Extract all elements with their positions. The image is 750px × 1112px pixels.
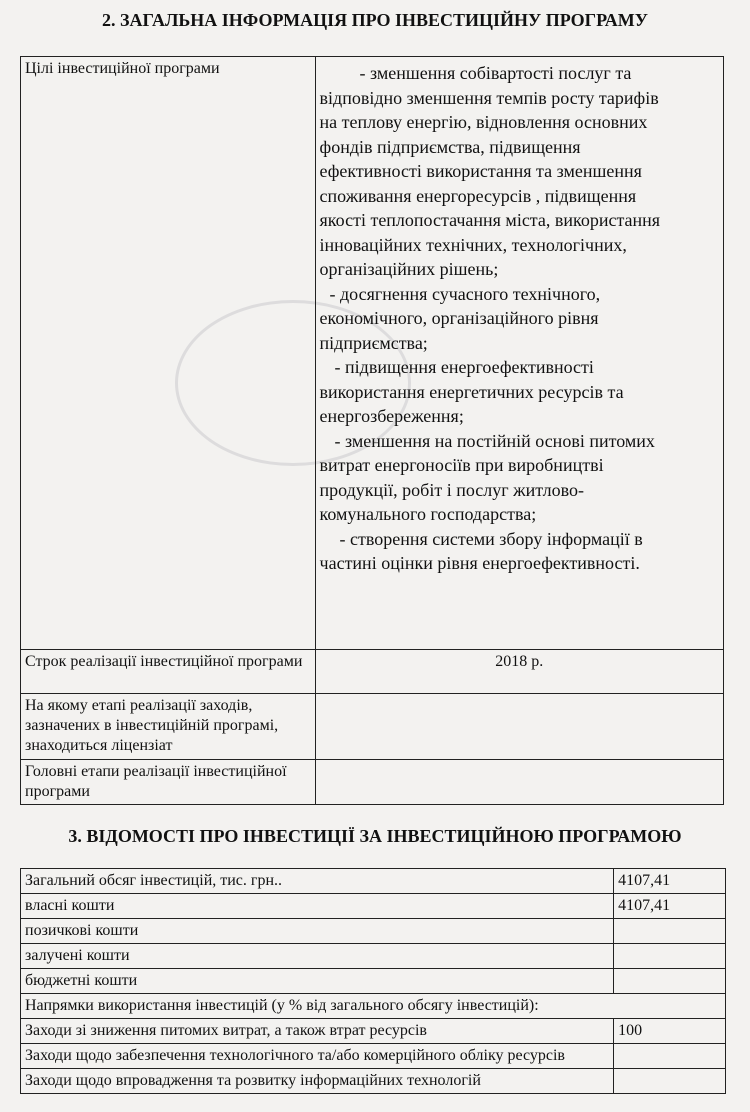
goal-line: ефективності використання та зменшення [319, 161, 642, 181]
table-row [21, 869, 726, 894]
goal-line: на теплову енергію, відновлення основних [319, 112, 648, 132]
row-value: 4107,41 [614, 894, 726, 919]
table-row [21, 944, 726, 969]
goal-line: інноваційних технічних, технологічних, [319, 234, 627, 255]
goal-line: відповідно зменшення темпів росту тарифів [319, 87, 659, 108]
table-row [21, 1069, 726, 1094]
row-value: 100 [614, 1019, 726, 1044]
goal-line: - досягнення сучасного технічного, [329, 283, 601, 304]
goal-line: - зменшення собівартості послуг та [359, 63, 632, 83]
general-info-table [20, 56, 724, 805]
row-label: Напрямки використання інвестицій (у % від загального обсягу інвестицій): [21, 994, 726, 1019]
row-label: Загальний обсяг інвестицій, тис. грн.. [21, 869, 614, 894]
table-row [21, 969, 726, 994]
row-value: 4107,41 [614, 869, 726, 894]
goal-line: економічного, організаційного рівня [319, 308, 599, 328]
table-row [21, 1019, 726, 1044]
row-label: позичкові кошти [21, 919, 614, 944]
row-value [614, 919, 726, 944]
row-label: Заходи щодо впровадження та розвитку інформаційних технологій [21, 1069, 614, 1094]
investment-table [20, 868, 726, 1094]
row-label: залучені кошти [21, 944, 614, 969]
row-value [315, 760, 723, 805]
goal-line: фондів підприємства, підвищення [319, 136, 581, 157]
section-2-title: 2. ЗАГАЛЬНА ІНФОРМАЦІЯ ПРО ІНВЕСТИЦІЙНУ ПРОГРАМУ [101, 10, 648, 30]
row-label: Заходи зі зниження питомих витрат, а також втрат ресурсів [21, 1019, 614, 1044]
goal-line: використання енергетичних ресурсів та [319, 381, 624, 402]
goal-line: комунального господарства; [319, 504, 537, 524]
table-row [21, 919, 726, 944]
table-row [21, 994, 726, 1019]
goal-line: частині оцінки рівня енергоефективності. [319, 553, 640, 573]
row-label: бюджетні кошти [21, 969, 614, 994]
row-label: Заходи щодо забезпечення технологічного та/або комерційного обліку ресурсів [21, 1044, 614, 1069]
table-row [21, 894, 726, 919]
goal-line: - створення системи збору інформації в [339, 528, 643, 549]
row-label: власні кошти [21, 894, 614, 919]
goals-text [315, 57, 723, 650]
table-row [21, 694, 724, 760]
table-row [21, 1044, 726, 1069]
row-value [614, 944, 726, 969]
row-value [614, 969, 726, 994]
goal-line: якості теплопостачання міста, використання [319, 210, 661, 230]
table-row [21, 650, 724, 694]
goal-line: витрат енергоносіїв при виробництві [319, 455, 604, 475]
goal-line: споживання енергоресурсів , підвищення [319, 185, 637, 206]
goal-line: продукції, робіт і послуг житлово- [319, 479, 584, 500]
row-label: Головні етапи реалізації інвестиційної програми [21, 760, 316, 805]
goal-line: - підвищення енергоефективності [334, 357, 594, 377]
row-label: На якому етапі реалізації заходів, зазначених в інвестиційній програмі, знаходиться ліцензіат [21, 694, 316, 760]
row-value [614, 1069, 726, 1094]
row-label: Строк реалізації інвестиційної програми [21, 650, 316, 694]
row-value [614, 1044, 726, 1069]
section-3-title: 3. ВІДОМОСТІ ПРО ІНВЕСТИЦІЇ ЗА ІНВЕСТИЦІЙНОЮ ПРОГРАМОЮ [68, 826, 682, 846]
row-value [315, 694, 723, 760]
goal-line: підприємства; [319, 332, 428, 353]
table-row [21, 760, 724, 805]
row-label: Цілі інвестиційної програми [21, 57, 316, 650]
row-value: 2018 р. [315, 650, 723, 694]
goal-line: - зменшення на постійній основі питомих [334, 430, 655, 451]
goal-line: організаційних рішень; [319, 259, 499, 279]
table-row [21, 57, 724, 650]
goal-line: енергозбереження; [319, 406, 464, 426]
